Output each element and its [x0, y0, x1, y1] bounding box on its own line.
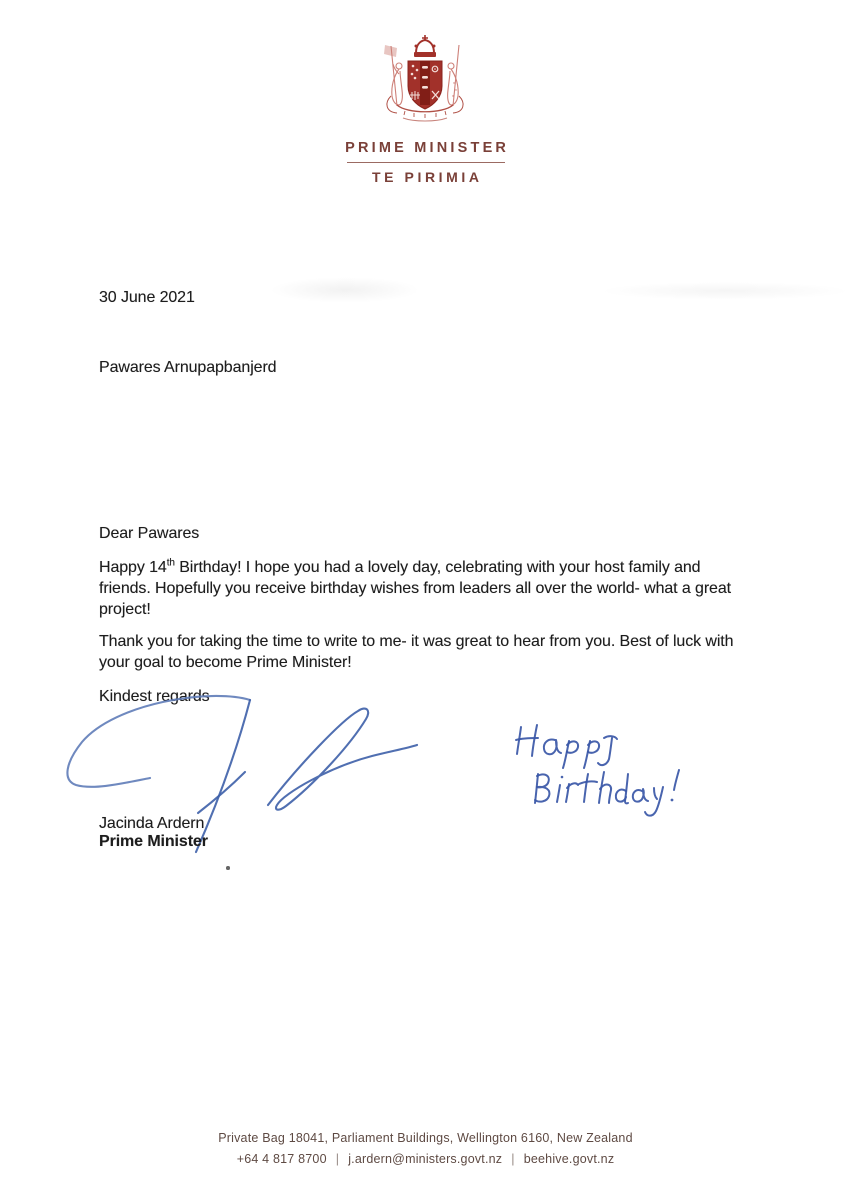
shield-icon: [408, 61, 442, 109]
handwritten-birthday-note: [505, 710, 705, 820]
paragraph-text: Birthday! I hope you had a lovely day, celebrating with your host family and: [174, 559, 701, 576]
ordinal-superscript: th: [166, 557, 175, 569]
signer-title: Prime Minister: [99, 833, 208, 850]
footer-phone: +64 4 817 8700: [236, 1152, 327, 1166]
body-paragraph-2: [99, 631, 733, 673]
footer-contact: [0, 1152, 851, 1166]
footer-separator: |: [335, 1152, 340, 1166]
recipient-name: Pawares Arnupapbanjerd: [99, 359, 277, 376]
letterhead-subtitle: TE PIRIMIA: [371, 169, 483, 185]
scan-smudge: [600, 282, 850, 300]
footer-address: Private Bag 18041, Parliament Buildings, Wellington 6160, New Zealand: [218, 1131, 633, 1145]
paragraph-line: Thank you for taking the time to write to me- it was great to hear from you. Best of luck with: [99, 633, 734, 650]
letterhead-divider: [347, 162, 505, 163]
letter-date: 30 June 2021: [99, 289, 195, 306]
paragraph-line: project!: [99, 601, 151, 618]
body-paragraph-1: [99, 557, 731, 620]
signer-name: Jacinda Ardern: [99, 815, 205, 832]
footer-website: beehive.govt.nz: [523, 1152, 615, 1166]
scan-smudge: [270, 277, 420, 303]
closing-phrase: Kindest regards: [99, 688, 210, 705]
footer-email: j.ardern@ministers.govt.nz: [348, 1152, 503, 1166]
paragraph-line: your goal to become Prime Minister!: [99, 654, 352, 671]
crown-icon: [414, 35, 436, 57]
footer-separator: |: [511, 1152, 515, 1166]
paragraph-line: [99, 557, 731, 578]
paragraph-line: friends. Hopefully you receive birthday wishes from leaders all over the world- what a great: [99, 580, 731, 597]
left-supporter-icon: [384, 45, 402, 106]
scan-dot-artifact: [226, 866, 230, 870]
letterhead-title: PRIME MINISTER: [345, 140, 510, 156]
nz-coat-of-arms-icon: [369, 33, 481, 129]
salutation: Dear Pawares: [99, 525, 200, 542]
paragraph-text: Happy 14: [99, 559, 167, 576]
right-supporter-icon: [448, 45, 459, 106]
